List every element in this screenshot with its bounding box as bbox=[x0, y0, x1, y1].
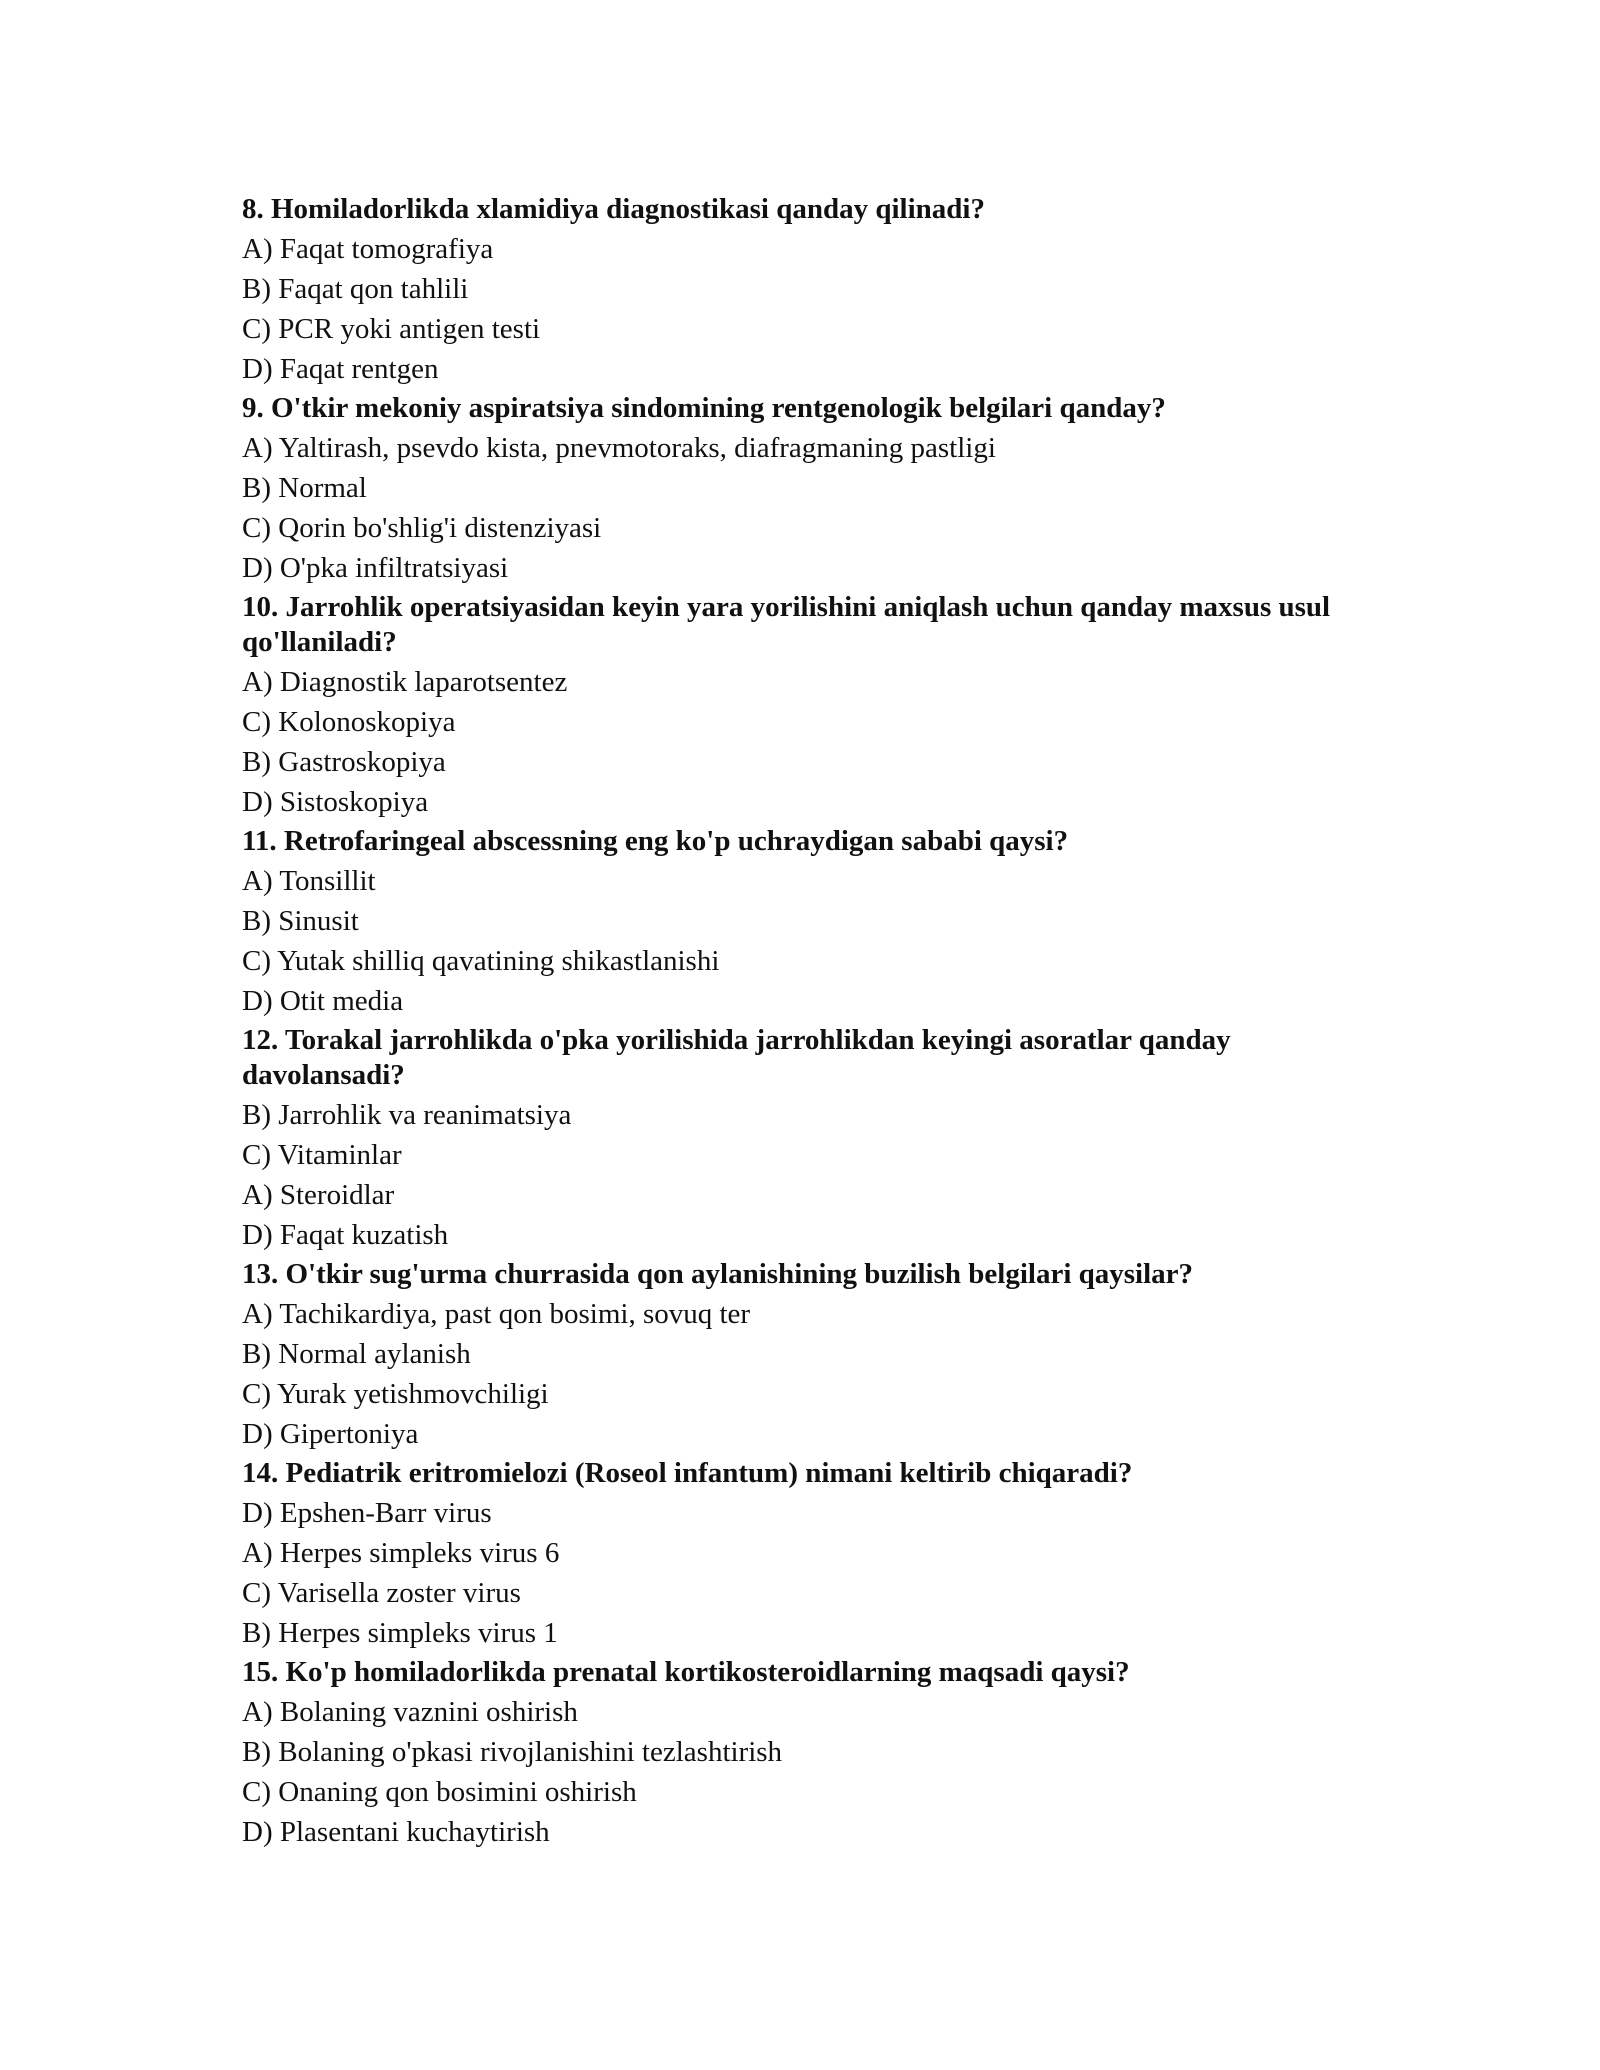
option-d: D) Sistoskopiya bbox=[242, 786, 429, 818]
question-block-8 bbox=[242, 190, 1382, 389]
question-block-9 bbox=[242, 389, 1382, 588]
option-d: D) Otit media bbox=[242, 985, 404, 1017]
option-c: C) Yutak shilliq qavatining shikastlanishi bbox=[242, 945, 720, 977]
option-c: C) Qorin bo'shlig'i distenziyasi bbox=[242, 512, 602, 544]
option-a: A) Bolaning vaznini oshirish bbox=[242, 1696, 578, 1728]
question-block-12 bbox=[242, 1021, 1382, 1255]
question-text: 8. Homiladorlikda xlamidiya diagnostikasi qanday qilinadi? bbox=[242, 193, 985, 225]
option-b: B) Jarrohlik va reanimatsiya bbox=[242, 1099, 572, 1131]
document-page bbox=[242, 190, 1382, 1852]
option-b: B) Normal aylanish bbox=[242, 1338, 471, 1370]
option-a: A) Tonsillit bbox=[242, 865, 376, 897]
option-d: D) O'pka infiltratsiyasi bbox=[242, 552, 509, 584]
option-b: B) Bolaning o'pkasi rivojlanishini tezlashtirish bbox=[242, 1736, 783, 1768]
option-d: D) Gipertoniya bbox=[242, 1418, 419, 1450]
question-text: 12. Torakal jarrohlikda o'pka yorilishida jarrohlikdan keyingi asoratlar qanday davolansadi? bbox=[242, 1024, 1231, 1091]
option-c: C) Varisella zoster virus bbox=[242, 1577, 521, 1609]
option-b: B) Normal bbox=[242, 472, 367, 504]
option-b: B) Sinusit bbox=[242, 905, 359, 937]
option-a: A) Steroidlar bbox=[242, 1179, 395, 1211]
question-text: 11. Retrofaringeal abscessning eng ko'p uchraydigan sababi qaysi? bbox=[242, 825, 1069, 857]
option-d: D) Epshen-Barr virus bbox=[242, 1497, 492, 1529]
option-a: A) Yaltirash, psevdo kista, pnevmotoraks, diafragmaning pastligi bbox=[242, 432, 996, 464]
option-c: C) Kolonoskopiya bbox=[242, 706, 456, 738]
question-text: 10. Jarrohlik operatsiyasidan keyin yara yorilishini aniqlash uchun qanday maxsus usul qo'llaniladi? bbox=[242, 591, 1331, 658]
option-d: D) Plasentani kuchaytirish bbox=[242, 1816, 550, 1848]
option-b: B) Herpes simpleks virus 1 bbox=[242, 1617, 558, 1649]
option-a: A) Herpes simpleks virus 6 bbox=[242, 1537, 560, 1569]
option-a: A) Faqat tomografiya bbox=[242, 233, 494, 265]
question-text: 9. O'tkir mekoniy aspiratsiya sindomining rentgenologik belgilari qanday? bbox=[242, 392, 1166, 424]
question-text: 15. Ko'p homiladorlikda prenatal kortikosteroidlarning maqsadi qaysi? bbox=[242, 1656, 1130, 1688]
option-d: D) Faqat rentgen bbox=[242, 353, 439, 385]
option-c: C) Onaning qon bosimini oshirish bbox=[242, 1776, 637, 1808]
question-block-11 bbox=[242, 822, 1382, 1021]
option-d: D) Faqat kuzatish bbox=[242, 1219, 449, 1251]
question-block-15 bbox=[242, 1653, 1382, 1852]
option-c: C) Yurak yetishmovchiligi bbox=[242, 1378, 549, 1410]
question-text: 13. O'tkir sug'urma churrasida qon aylanishining buzilish belgilari qaysilar? bbox=[242, 1258, 1194, 1290]
question-block-14 bbox=[242, 1454, 1382, 1653]
option-c: C) Vitaminlar bbox=[242, 1139, 402, 1171]
option-c: C) PCR yoki antigen testi bbox=[242, 313, 541, 345]
question-block-13 bbox=[242, 1255, 1382, 1454]
option-a: A) Diagnostik laparotsentez bbox=[242, 666, 568, 698]
option-b: B) Faqat qon tahlili bbox=[242, 273, 469, 305]
question-block-10 bbox=[242, 588, 1382, 822]
option-b: B) Gastroskopiya bbox=[242, 746, 446, 778]
option-a: A) Tachikardiya, past qon bosimi, sovuq ter bbox=[242, 1298, 751, 1330]
question-text: 14. Pediatrik eritromielozi (Roseol infantum) nimani keltirib chiqaradi? bbox=[242, 1457, 1133, 1489]
